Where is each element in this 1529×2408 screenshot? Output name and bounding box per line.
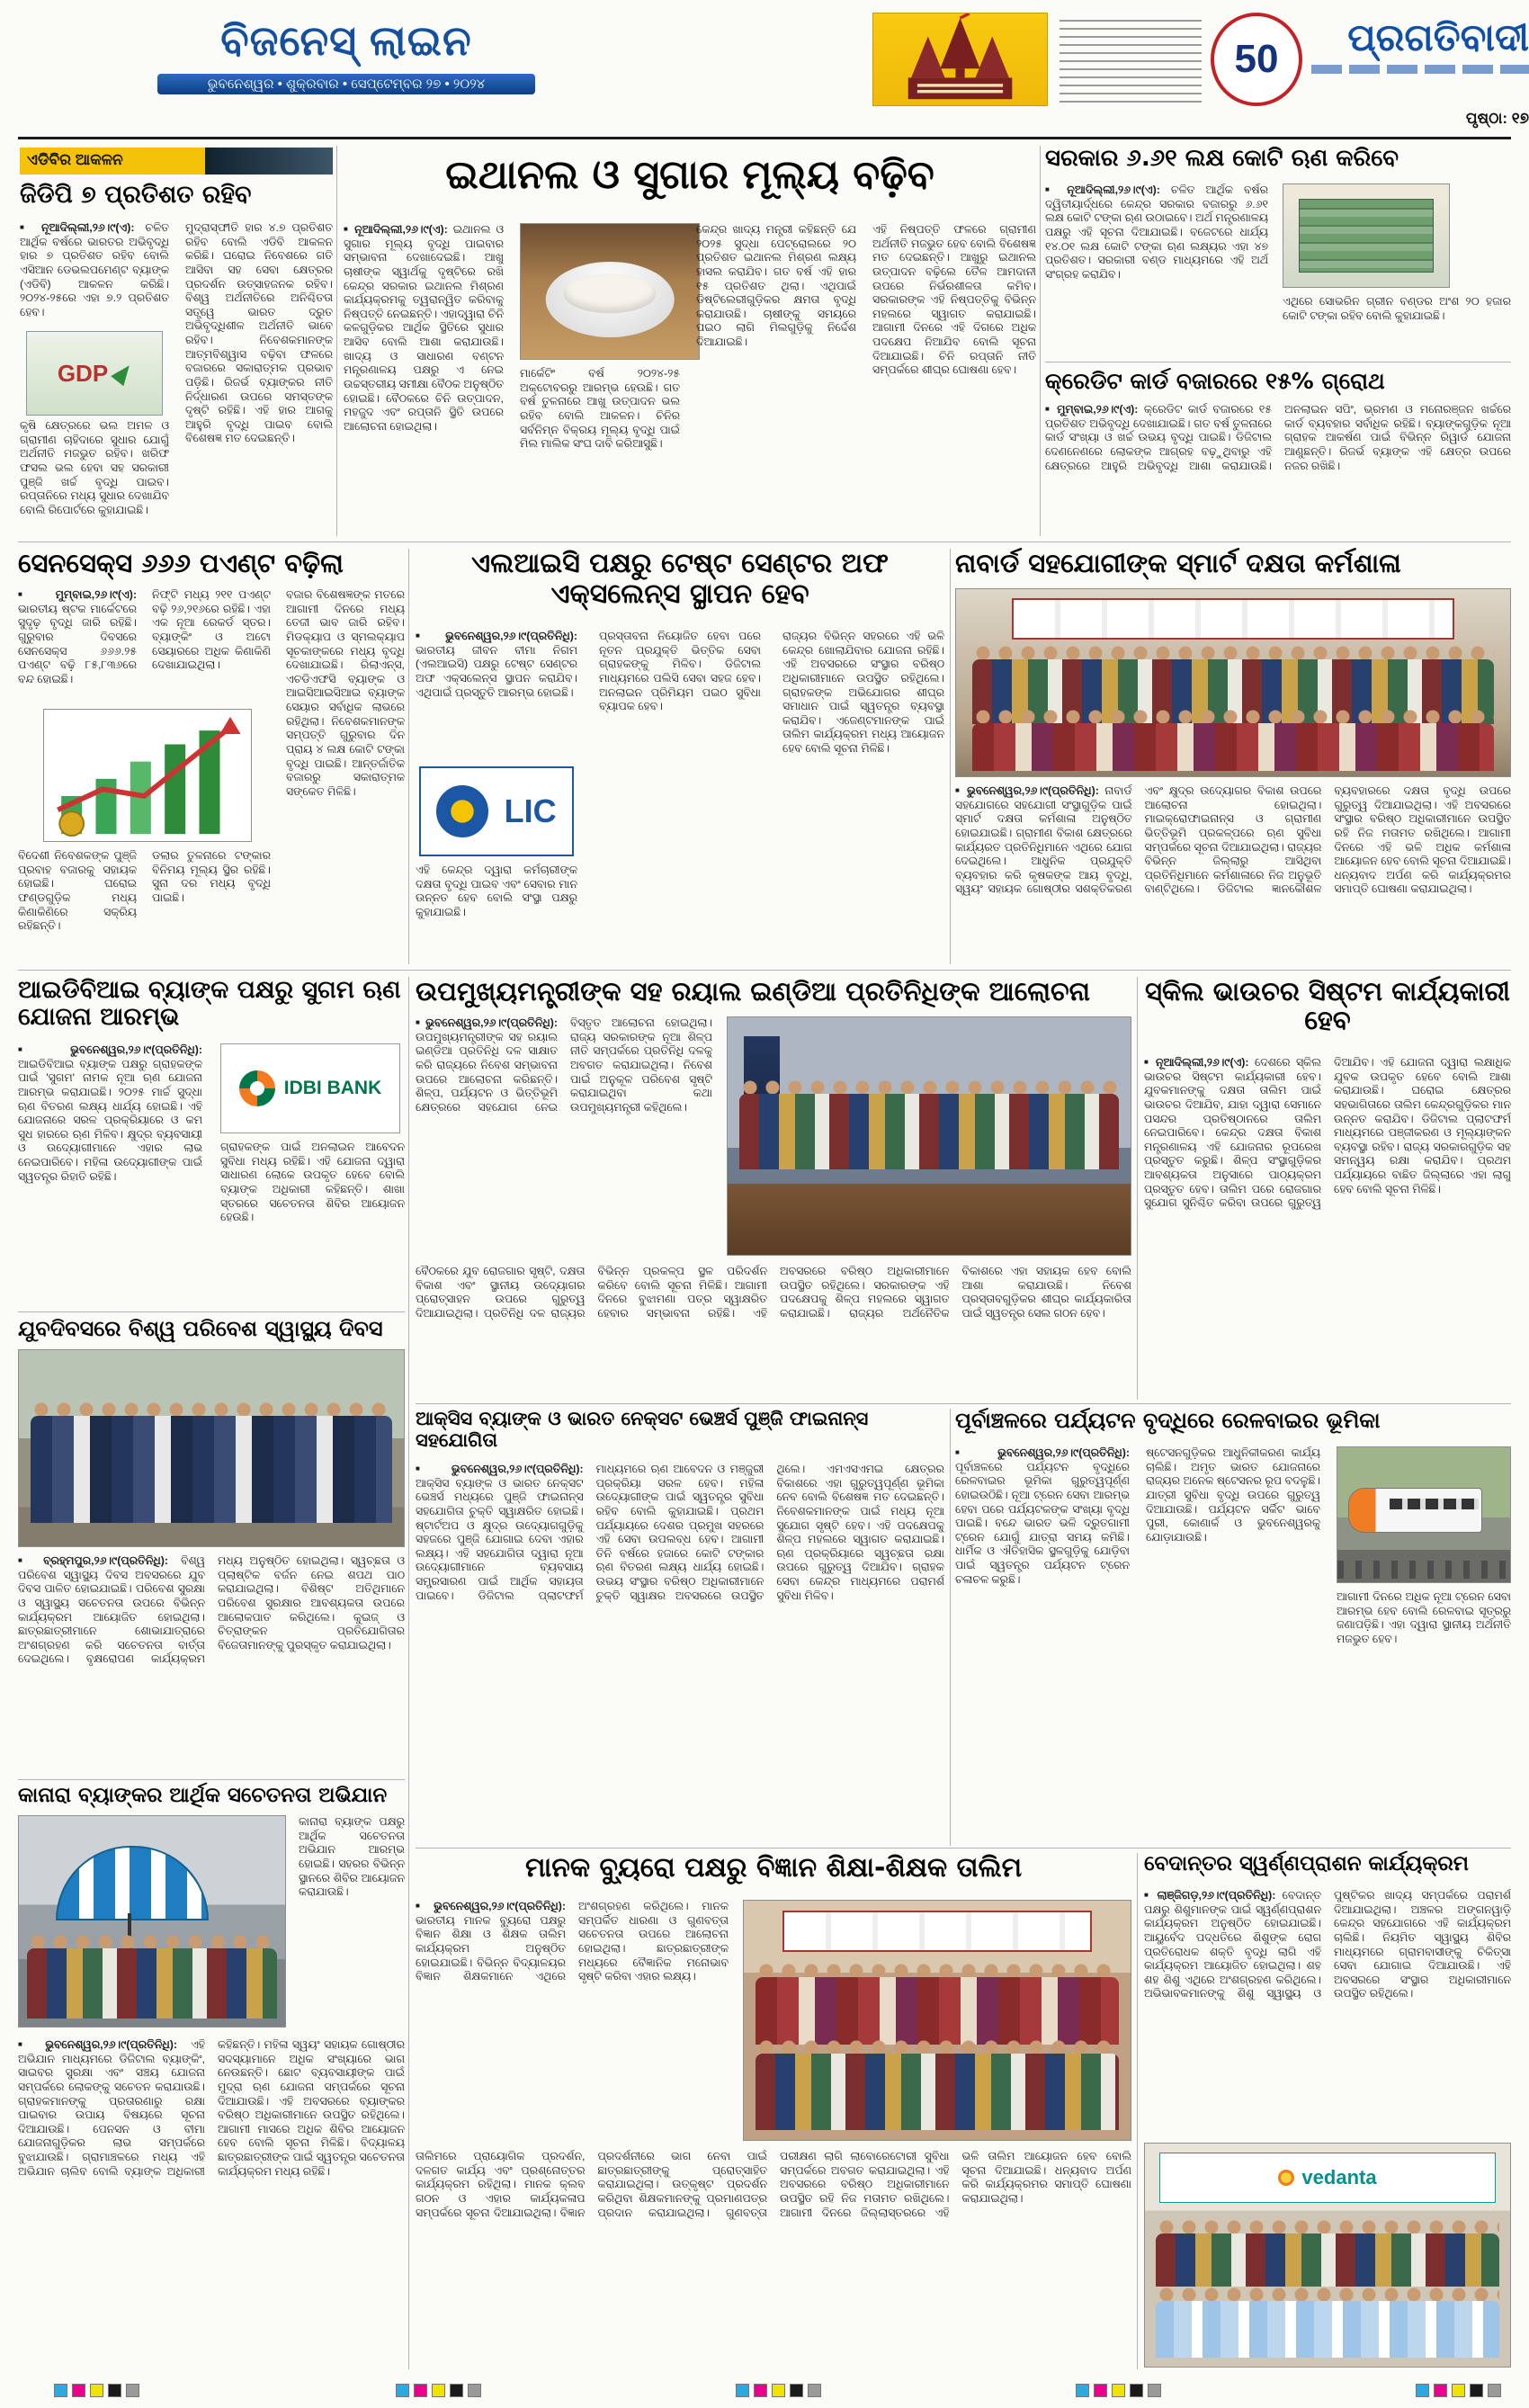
dateline: ■ ଭୁବନେଶ୍ୱର,୨୬।୯(ପ୍ରତିନିଧି): bbox=[18, 1043, 202, 1056]
article-borrowing bbox=[1045, 146, 1511, 358]
heads-row bbox=[972, 709, 1493, 723]
train-body-shape bbox=[1348, 1488, 1483, 1533]
body-text: ନିଫ୍ଟି ମଧ୍ୟ ୨୧୧ ପଏଣ୍ଟ ବଢ଼ି ୨୬,୨୧୬ରେ ରହିଛି। ଏହା ଏକ ନୂଆ ରେକର୍ଡ ସ୍ତର। ବ୍ୟାଙ୍କିଂ ଓ ଅଟୋ ସେୟାରରେ ଅଧିକ କିଣାକିଣି ଦେଖାଯାଇଥିଲା। bbox=[152, 588, 271, 672]
meeting-photo bbox=[727, 1016, 1131, 1256]
body-text: ■ ଲାଞ୍ଜିଗଡ଼,୨୬।୯(ପ୍ରତିନିଧି): ବେଦାନ୍ତ ପକ୍ଷରୁ ଶିଶୁମାନଙ୍କ ପାଇଁ ସ୍ୱର୍ଣ୍ଣପ୍ରାଶନ କାର୍ଯ୍ୟକ୍ରମ ଅନୁଷ୍ଠିତ ହୋଇଯାଇଛି। ଆୟୁର୍ବେଦ ପଦ୍ଧତିରେ ଶିଶୁଙ୍କ ରୋଗ ପ୍ରତିରୋଧକ ଶକ୍ତି ବୃଦ୍ଧି ଲାଗି ଏହି କାର୍ଯ୍ୟକ୍ରମ ଆୟୋଜିତ ହୋଇଥିଲା। ଶହ ଶହ ଶିଶୁ ଏଥିରେ ଅଂଶଗ୍ରହଣ କରିଥିଲେ। ଅଭିଭାବକମାନଙ୍କୁ ଶିଶୁ ସ୍ୱାସ୍ଥ୍ୟ ଓ ପୁଷ୍ଟିକର ଖାଦ୍ୟ ସମ୍ପର୍କରେ ପରାମର୍ଶ ଦିଆଯାଇଥିଲା। ଅଞ୍ଚଳର ଅଙ୍ଗନୱାଡ଼ି କେନ୍ଦ୍ର ସହଯୋଗରେ ଏହି କାର୍ଯ୍ୟକ୍ରମ ଚାଲିଛି। ନିୟମିତ ସ୍ୱାସ୍ଥ୍ୟ ଶିବିର ମାଧ୍ୟମରେ ଗ୍ରାମବାସୀଙ୍କୁ ଚିକିତ୍ସା ସେବା ଯୋଗାଇ ଦିଆଯାଉଛି। ଏହି ଅବସରରେ ସଂସ୍ଥାର ଅଧିକାରୀମାନେ ଉପସ୍ଥିତ ରହିଥିଲେ। bbox=[1144, 1889, 1511, 2134]
body-text: ମାର୍କେଟିଂ ବର୍ଷ ୨୦୨୪-୨୫ ଅକ୍ଟୋବରରୁ ଆରମ୍ଭ ହେଉଛି। ଗତ ବର୍ଷ ତୁଳନାରେ ଆଖୁ ଉତ୍ପାଦନ ଭଲ ରହିବ ବୋଲି ଆକଳନ। ଚିନିର ସର୍ବନିମ୍ନ ବିକ୍ରୟ ମୂଲ୍ୟ ବୃଦ୍ଧି ପାଇଁ ମିଲ ମାଲିକ ସଂଘ ଦାବି କରିଆସୁଛି। bbox=[520, 367, 680, 451]
article-deputy-cm bbox=[416, 977, 1131, 1400]
brand-title: ପ୍ରଗତିବାଦୀ bbox=[1347, 16, 1529, 58]
headline: ସରକାର ୬.୬୧ ଲକ୍ଷ କୋଟି ଋଣ କରିବେ bbox=[1045, 145, 1399, 172]
article-axis bbox=[416, 1409, 944, 1846]
gdp-label: GDP bbox=[57, 359, 109, 387]
heads-row bbox=[1156, 2287, 1499, 2301]
article-idbi bbox=[18, 977, 405, 1306]
heads-row bbox=[756, 2039, 1119, 2054]
headline: ବେଦାନ୍ତର ସ୍ୱର୍ଣ୍ଣପ୍ରାଶନ କାର୍ଯ୍ୟକ୍ରମ bbox=[1144, 1852, 1469, 1875]
body-text: କେନ୍ଦ୍ର ଖାଦ୍ୟ ମନ୍ତ୍ରୀ କହିଛନ୍ତି ଯେ ୨୦୨୫ ସୁଦ୍ଧା ପେଟ୍ରୋଲରେ ୨୦ ପ୍ରତିଶତ ଇଥାନଲ ମିଶ୍ରଣ ଲକ୍ଷ୍ୟ ହାସଲ କରାଯିବ। ଗତ ବର୍ଷ ଏହି ହାର ୧୫ ପ୍ରତିଶତ ଥିଲା। ଏଥିପାଇଁ ଡିଷ୍ଟିଲେରୀଗୁଡ଼ିକର କ୍ଷମତା ବୃଦ୍ଧି କରାଯାଉଛି। ଚାଷୀଙ୍କୁ ସମୟରେ ପଇଠ ଲାଗି ମିଲଗୁଡ଼ିକୁ ନିର୍ଦ୍ଦେଶ ଦିଆଯାଇଛି। bbox=[696, 223, 856, 348]
dateline: ■ ଭୁବନେଶ୍ୱର,୨୬।୯(ପ୍ରତିନିଧି): bbox=[416, 1463, 584, 1475]
bodies-row bbox=[1156, 2233, 1499, 2286]
body-text: ■ ନୂଆଦିଲ୍ଲୀ,୨୬।୯(ଏ): ଇଥାନଲ ଓ ସୁଗାର ମୂଲ୍ୟ ବୃଦ୍ଧି ପାଇବାର ସମ୍ଭାବନା ଦେଖାଦେଇଛି। ଆଖୁ ଚାଷୀଙ୍କ ସ୍ୱାର୍ଥକୁ ଦୃଷ୍ଟିରେ ରଖି କେନ୍ଦ୍ର ସରକାର ଇଥାନଲ ମିଶ୍ରଣ କାର୍ଯ୍ୟକ୍ରମକୁ ତ୍ୱରାନ୍ୱିତ କରିବାକୁ ନିଷ୍ପତ୍ତି ନେଇଛନ୍ତି। ଏହାଦ୍ୱାରା ଚିନି କଳଗୁଡ଼ିକର ଆର୍ଥିକ ସ୍ଥିତିରେ ସୁଧାର ଆସିବ ବୋଲି ଆଶା କରାଯାଉଛି। ଖାଦ୍ୟ ଓ ସାଧାରଣ ବଣ୍ଟନ ମନ୍ତ୍ରଣାଳୟ ପକ୍ଷରୁ ଏ ନେଇ ଉଚ୍ଚସ୍ତରୀୟ ସମୀକ୍ଷା ବୈଠକ ଅନୁଷ୍ଠିତ ହୋଇଛି। ବୈଠକରେ ଚିନି ଉତ୍ପାଦନ, ମହଜୁଦ ଏବଂ ରପ୍ତାନି ସ୍ଥିତି ଉପରେ ଆଲୋଚନା ହୋଇଥିଲା। bbox=[344, 223, 504, 536]
dateline: ■ ମୁମ୍ବାଇ,୨୬।୯(ଏ): bbox=[1045, 403, 1138, 416]
crowd-children-row bbox=[1156, 2287, 1499, 2358]
gdp-graphic bbox=[26, 331, 163, 416]
dateline: ■ ଭୁବନେଶ୍ୱର,୨୬।୯(ପ୍ରତିନିଧି): bbox=[955, 784, 1099, 797]
crowd-row bbox=[27, 1934, 277, 2019]
article-ethanol-sugar bbox=[344, 146, 1036, 538]
column-rule bbox=[408, 977, 409, 2369]
body-text: ବୈଠକରେ ଯୁବ ରୋଜଗାର ସୃଷ୍ଟି, ଦକ୍ଷତା ବିକାଶ ଏବଂ ସ୍ଥାନୀୟ ଉଦ୍ୟୋଗର ପ୍ରୋତ୍ସାହନ ଉପରେ ଗୁରୁତ୍ୱ ଦିଆଯାଇଥିଲା। ପ୍ରତିନିଧି ଦଳ ରାଜ୍ୟର ବିଭିନ୍ନ ପ୍ରକଳ୍ପ ସ୍ଥଳ ପରିଦର୍ଶନ କରିବେ ବୋଲି ସୂଚନା ମିଳିଛି। ଆଗାମୀ ଦିନରେ ବୁଝାମଣା ପତ୍ର ସ୍ୱାକ୍ଷରିତ ହେବାର ସମ୍ଭାବନା ରହିଛି। ଏହି ଅବସରରେ ବରିଷ୍ଠ ଅଧିକାରୀମାନେ ଉପସ୍ଥିତ ରହିଥିଲେ। ସରକାରଙ୍କ ଏହି ପଦକ୍ଷେପକୁ ଶିଳ୍ପ ମହଲରେ ସ୍ୱାଗତ କରାଯାଇଛି। ରାଜ୍ୟର ଅର୍ଥନୈତିକ ବିକାଶରେ ଏହା ସହାୟକ ହେବ ବୋଲି ଆଶା କରାଯାଉଛି। ନିବେଶ ପ୍ରସ୍ତାବଗୁଡ଼ିକର ଶୀଘ୍ର କାର୍ଯ୍ୟକାରିତା ପାଇଁ ସ୍ୱତନ୍ତ୍ର ସେଲ ଗଠନ ହେବ। bbox=[416, 1265, 1131, 1320]
body-text: ■ ନୂଆଦିଲ୍ଲୀ,୨୬।୯(ଏ): ଚଳିତ ଆର୍ଥିକ ବର୍ଷରେ ଭାରତର ଅଭିବୃଦ୍ଧି ହାର ୭ ପ୍ରତିଶତ ରହିବ ବୋଲି ଏସିଆନ ଡେଭଲପମେଣ୍ଟ ବ୍ୟାଙ୍କ (ଏଡିବି) ଆକଳନ କରିଛି। ୨୦୨୪-୨୫ରେ ଏହା ୭.୨ ପ୍ରତିଶତ ହେବ। bbox=[20, 221, 169, 327]
article-sensex bbox=[18, 549, 405, 962]
temple-ad bbox=[872, 13, 1048, 106]
body-text: ତାଲିମରେ ପ୍ରାୟୋଗିକ ପ୍ରଦର୍ଶନ, ଦଳଗତ କାର୍ଯ୍ୟ ଏବଂ ପ୍ରଶ୍ନୋତ୍ତର କାର୍ଯ୍ୟକ୍ରମ ରହିଥିଲା। ମାନକ କ୍ଲବ ଗଠନ ଓ ଏହାର କାର୍ଯ୍ୟକଳାପ ସମ୍ପର୍କରେ ସୂଚନା ଦିଆଯାଇଥିଲା। ବିଜ୍ଞାନ ପ୍ରଦର୍ଶନୀରେ ଭାଗ ନେବା ପାଇଁ ଛାତ୍ରଛାତ୍ରୀଙ୍କୁ ପ୍ରୋତ୍ସାହିତ କରାଯାଇଥିଲା। ଉତ୍କୃଷ୍ଟ ପ୍ରଦର୍ଶନ କରିଥିବା ଶିକ୍ଷକମାନଙ୍କୁ ପ୍ରମାଣପତ୍ର ପ୍ରଦାନ କରାଯାଇଥିଲା। ଗୁଣବତ୍ତା ପରୀକ୍ଷଣ ଲାଗି ଲାବୋରେଟୋରୀ ସୁବିଧା ସମ୍ପର୍କରେ ଅବଗତ କରାଯାଇଥିଲା। ଏହି ଅବସରରେ ବରିଷ୍ଠ ଅଧିକାରୀମାନେ ଉପସ୍ଥିତ ରହି ନିଜ ମତାମତ ରଖିଥିଲେ। ଆଗାମୀ ଦିନରେ ଜିଲ୍ଲାସ୍ତରରେ ଏହି ଭଳି ତାଲିମ ଆୟୋଜନ ହେବ ବୋଲି ସୂଚନା ଦିଆଯାଇଛି। ଧନ୍ୟବାଦ ଅର୍ପଣ କରି କାର୍ଯ୍ୟକ୍ରମର ସମାପ୍ତି ଘୋଷଣା କରାଯାଇଥିଲା। bbox=[416, 2150, 1131, 2219]
idbi-emblem-icon bbox=[239, 1070, 275, 1106]
headline: ମାନକ ବ୍ୟୁରୋ ପକ୍ଷରୁ ବିଜ୍ଞାନ ଶିକ୍ଷା-ଶିକ୍ଷକ ତାଲିମ bbox=[524, 1852, 1023, 1884]
bodies-row bbox=[756, 2054, 1119, 2130]
paper-title: ବିଜନେସ୍ ଲାଇନ bbox=[220, 17, 472, 64]
body-text: ■ ଭୁବନେଶ୍ୱର,୨୬।୯(ପ୍ରତିନିଧି): ନାବାର୍ଡ ସହଯୋଗରେ ସହଯୋଗୀ ସଂସ୍ଥାଗୁଡ଼ିକ ପାଇଁ ସ୍ମାର୍ଟ ଦକ୍ଷତା କର୍ମଶାଳା ଅନୁଷ୍ଠିତ ହୋଇଯାଇଛି। ଗ୍ରାମୀଣ ବିକାଶ କ୍ଷେତ୍ରରେ କାର୍ଯ୍ୟରତ ପ୍ରତିନିଧିମାନେ ଏଥିରେ ଯୋଗ ଦେଇଥିଲେ। ଆଧୁନିକ ପ୍ରଯୁକ୍ତି ବ୍ୟବହାର କରି କୃଷକଙ୍କ ଆୟ ବୃଦ୍ଧି, ସ୍ୱୟଂ ସହାୟକ ଗୋଷ୍ଠୀର ସଶକ୍ତିକରଣ ଏବଂ କ୍ଷୁଦ୍ର ଉଦ୍ୟୋଗର ବିକାଶ ଉପରେ ଆଲୋଚନା ହୋଇଥିଲା। ମାଇକ୍ରୋଫାଇନାନ୍ସ ଓ ଗ୍ରାମୀଣ ଭିତ୍ତିଭୂମି ପ୍ରକଳ୍ପରେ ଋଣ ସୁବିଧା ସମ୍ପର୍କରେ ସୂଚନା ଦିଆଯାଇଥିଲା। ରାଜ୍ୟର ବିଭିନ୍ନ ଜିଲ୍ଲାରୁ ଆସିଥିବା ପ୍ରତିନିଧିମାନେ କର୍ମଶାଳାରେ ନିଜ ଅନୁଭୂତି ବାଣ୍ଟିଥିଲେ। ଡିଜିଟାଲ ଜ୍ଞାନକୌଶଳ ବ୍ୟବହାରରେ ଦକ୍ଷତା ବୃଦ୍ଧି ଉପରେ ଗୁରୁତ୍ୱ ଦିଆଯାଇଥିଲା। ଏହି ଅବସରରେ ସଂସ୍ଥାର ବରିଷ୍ଠ ଅଧିକାରୀମାନେ ଉପସ୍ଥିତ ରହି ନିଜ ମତାମତ ରଖିଥିଲେ। ଆଗାମୀ ଦିନରେ ଏହି ଭଳି ଅଧିକ କର୍ମଶାଳା ଆୟୋଜନ ହେବ ବୋଲି ସୂଚନା ଦିଆଯାଇଛି। ଧନ୍ୟବାଦ ଅର୍ପଣ କରି କାର୍ଯ୍ୟକ୍ରମର ସମାପ୍ତି ଘୋଷଣା କରାଯାଇଥିଲା। bbox=[955, 784, 1511, 961]
body-text: ଗ୍ରାହକଙ୍କ ପାଇଁ ଅନଲାଇନ ଆବେଦନ ସୁବିଧା ମଧ୍ୟ ରହିଛି। ଏହି ଯୋଜନା ଦ୍ୱାରା ସାଧାରଣ ଲୋକେ ଉପକୃତ ହେବେ ବୋଲି ବ୍ୟାଙ୍କ ଅଧିକାରୀ କହିଛନ୍ତି। ଶାଖା ସ୍ତରରେ ସଚେତନତା ଶିବିର ଆୟୋଜନ ହେଉଛି। bbox=[220, 1141, 405, 1224]
body-text: କାନାରା ବ୍ୟାଙ୍କ ପକ୍ଷରୁ ଆର୍ଥିକ ସଚେତନତା ଅଭିଯାନ ଆରମ୍ଭ ହୋଇଛି। ସହରର ବିଭିନ୍ନ ସ୍ଥାନରେ ଶିବିର ଆୟୋଜନ କରାଯାଉଛି। bbox=[299, 1815, 405, 1899]
anniversary-years: 50 bbox=[1234, 37, 1279, 81]
crowd-front-row bbox=[756, 2039, 1119, 2130]
train-windows bbox=[1390, 1499, 1480, 1509]
headline: ଯୁବଦିବସରେ ବିଶ୍ୱ ପରିବେଶ ସ୍ୱାସ୍ଥ୍ୟ ଦିବସ bbox=[18, 1316, 383, 1341]
body-text: ଏଥିରେ ସୋଭରିନ ଗ୍ରୀନ ବଣ୍ଡର ଅଂଶ ୨୦ ହଜାର କୋଟି ଟଙ୍କା ରହିବ ବୋଲି କୁହାଯାଇଛି। bbox=[1283, 295, 1511, 322]
crowd-row bbox=[31, 1401, 392, 1523]
dateline: ■ ଲାଞ୍ଜିଗଡ଼,୨୬।୯(ପ୍ରତିନିଧି): bbox=[1144, 1889, 1275, 1902]
article-vedanta bbox=[1144, 1853, 1511, 2369]
vedanta-event-photo bbox=[1144, 2143, 1511, 2368]
sensex-chart-photo bbox=[43, 709, 252, 842]
training-group-photo bbox=[743, 1900, 1131, 2141]
lic-logo-text: LIC bbox=[504, 792, 557, 829]
body-text: ଏହି କେନ୍ଦ୍ର ଦ୍ୱାରା କର୍ମଚାରୀଙ୍କ ଦକ୍ଷତା ବୃଦ୍ଧି ପାଇବ ଏବଂ ସେବାର ମାନ ଉନ୍ନତ ହେବ ବୋଲି ସଂସ୍ଥା ପକ୍ଷରୁ କୁହାଯାଇଛି। bbox=[416, 864, 577, 918]
registration-marks bbox=[1076, 2384, 1161, 2397]
headline: ଆକ୍ସିସ ବ୍ୟାଙ୍କ ଓ ଭାରତ ନେକ୍ସଟ ଭେଞ୍ଚର୍ସ ପୁଞ୍ଜି ଫାଇନାନ୍ସ ସହଯୋଗିତା bbox=[416, 1408, 869, 1451]
article-youth-day bbox=[18, 1317, 405, 1774]
article-nabard bbox=[955, 549, 1511, 962]
conference-table bbox=[728, 1184, 1131, 1255]
column-rule bbox=[1040, 146, 1041, 536]
anniversary-badge bbox=[1211, 13, 1302, 106]
up-arrow-icon bbox=[111, 361, 136, 386]
dateline: ■ ନୂଆଦିଲ୍ଲୀ,୨୬।୯(ଏ): bbox=[344, 223, 448, 236]
bar-chart-icon bbox=[44, 710, 251, 841]
heads-row bbox=[972, 645, 1493, 659]
dateline: ■ ବ୍ରହ୍ମପୁର,୨୬।୯(ପ୍ରତିନିଧି): bbox=[18, 1554, 168, 1567]
canara-awareness-photo bbox=[18, 1815, 286, 2028]
vedanta-sun-icon bbox=[1278, 2170, 1294, 2186]
bodies-row bbox=[739, 1094, 1118, 1169]
body-text: ମୁଦ୍ରାସ୍ଫୀତି ହାର ୪.୭ ପ୍ରତିଶତ ରହିବ ବୋଲି ଏଡିବି ଆକଳନ କରିଛି। ଘରୋଇ ନିବେଶରେ ଗତି ଆସିବା ସହ ସେବା କ୍ଷେତ୍ରର ପ୍ରଦର୍ଶନ ଉତ୍ସାହଜନକ ରହିବ। ବିଶ୍ୱ ଅର୍ଥନୀତିରେ ଅନିଶ୍ଚିତତା ସତ୍ତ୍ୱେ ଭାରତ ଦ୍ରୁତ ଅଭିବୃଦ୍ଧିଶୀଳ ଅର୍ଥନୀତି ଭାବେ ରହିବ। ନିବେଶକମାନଙ୍କ ଆତ୍ମବିଶ୍ୱାସ ବଢ଼ିବା ଫଳରେ ବଜାରରେ ସକାରାତ୍ମକ ପ୍ରଭାବ ପଡ଼ିଛି। ରିଜର୍ଭ ବ୍ୟାଙ୍କର ନୀତି ନିର୍ଦ୍ଧାରଣ ଉପରେ ସମସ୍ତଙ୍କ ଦୃଷ୍ଟି ରହିଛି। ଏହି ହାର ଆଗକୁ ଆହୁରି ବୃଦ୍ଧି ପାଇବ ବୋଲି ବିଶେଷଜ୍ଞ ମତ ଦେଇଛନ୍ତି। bbox=[185, 221, 333, 445]
crowd-row bbox=[739, 1079, 1118, 1169]
headline: ଏଲଆଇସି ପକ୍ଷରୁ ଟେଷ୍ଟ ସେଣ୍ଟର ଅଫ ଏକ୍ସଲେନ୍ସ ସ୍ଥାପନ ହେବ bbox=[471, 548, 889, 610]
column-rule bbox=[1137, 1853, 1138, 2369]
sugar-shape bbox=[564, 273, 657, 313]
column-rule bbox=[1137, 977, 1138, 1400]
body-text: ■ ନୂଆଦିଲ୍ଲୀ,୨୬।୯(ଏ): ଚଳିତ ଆର୍ଥିକ ବର୍ଷର ଦ୍ୱିତୀୟାର୍ଦ୍ଧରେ କେନ୍ଦ୍ର ସରକାର ବଜାରରୁ ୬.୬୧ ଲକ୍ଷ କୋଟି ଟଙ୍କା ଋଣ ଉଠାଇବେ। ଅର୍ଥ ମନ୍ତ୍ରଣାଳୟ ପକ୍ଷରୁ ଏହି ସୂଚନା ଦିଆଯାଇଛି। ବଜେଟରେ ଧାର୍ଯ୍ୟ ୧୪.୦୧ ଲକ୍ଷ କୋଟି ଟଙ୍କା ଋଣ ଲକ୍ଷ୍ୟର ଏହା ୪୭ ପ୍ରତିଶତ। ସରକାରୀ ବଣ୍ଡ ମାଧ୍ୟମରେ ଏହି ଅର୍ଥ ସଂଗ୍ରହ କରାଯିବ। bbox=[1045, 184, 1268, 356]
dateline: ■ ଭୁବନେଶ୍ୱର,୨୬।୯(ପ୍ରତିନିଧି): bbox=[416, 630, 577, 642]
page-number: ପୃଷ୍ଠା: ୧୭ bbox=[1465, 110, 1529, 127]
dateline: ■ ନୂଆଦିଲ୍ଲୀ,୨୬।୯(ଏ): bbox=[1144, 1056, 1249, 1069]
body-text: ■ ମୁମ୍ବାଇ,୨୬।୯(ଏ): କ୍ରେଡିଟ କାର୍ଡ ବଜାରରେ ୧୫ ପ୍ରତିଶତ ଅଭିବୃଦ୍ଧି ଦେଖାଯାଇଛି। ଗତ ବର୍ଷ ତୁଳନାରେ କାର୍ଡ ସଂଖ୍ୟା ଓ ଖର୍ଚ୍ଚ ଉଭୟ ବୃଦ୍ଧି ପାଇଛି। ଡିଜିଟାଲ ଦେଣନେଣରେ ଲୋକଙ୍କ ଆଗ୍ରହ ବଢ଼ୁଥିବାରୁ ଏହି କ୍ଷେତ୍ରରେ ଆହୁରି ଅଭିବୃଦ୍ଧି ଆଶା କରାଯାଉଛି। ଅନଲାଇନ ସପିଂ, ଭ୍ରମଣ ଓ ମନୋରଞ୍ଜନ ଖର୍ଚ୍ଚରେ କାର୍ଡ ବ୍ୟବହାର ସର୍ବାଧିକ ରହିଛି। ବ୍ୟାଙ୍କଗୁଡ଼ିକ ନୂଆ ଗ୍ରାହକ ଆକର୍ଷଣ ପାଇଁ ବିଭିନ୍ନ ରିୱାର୍ଡ ଯୋଜନା ଆଣୁଛନ୍ତି। ରିଜର୍ଭ ବ୍ୟାଙ୍କ ଏହି କ୍ଷେତ୍ର ଉପରେ ନଜର ରଖିଛି। bbox=[1045, 403, 1511, 534]
body-text: ■ ମୁମ୍ବାଇ,୨୬।୯(ଏ): ଭାରତୀୟ ଷ୍ଟକ ମାର୍କେଟରେ ସୁଦୃଢ଼ ବୃଦ୍ଧି ଜାରି ରହିଛି। ଗୁରୁବାର ଦିବସରେ ସେନସେକ୍ସ ୬୬୬.୨୫ ପଏଣ୍ଟ ବଢ଼ି ୮୫,୮୩୬ରେ ବନ୍ଦ ହୋଇଛି। bbox=[18, 588, 137, 702]
body-text: ■ ଭୁବନେଶ୍ୱର,୨୬।୯(ପ୍ରତିନିଧି): ଭାରତୀୟ ଜୀବନ ବୀମା ନିଗମ (ଏଲଆଇସି) ପକ୍ଷରୁ ଟେଷ୍ଟ ସେଣ୍ଟର ଅଫ ଏକ୍ସଲେନ୍ସ ସ୍ଥାପନ କରାଯିବ। ଏଥିପାଇଁ ପ୍ରସ୍ତୁତି ଆରମ୍ଭ ହୋଇଛି। bbox=[416, 630, 577, 759]
money-photo bbox=[1283, 184, 1450, 288]
article-credit-card bbox=[1045, 369, 1511, 536]
body-text: ଏହି ନିଷ୍ପତ୍ତି ଫଳରେ ଗ୍ରାମୀଣ ଅର୍ଥନୀତି ମଜଭୁତ ହେବ ବୋଲି ବିଶେଷଜ୍ଞ ମତ ଦେଇଛନ୍ତି। ଆଖୁରୁ ଇଥାନଲ ଉତ୍ପାଦନ ବଢ଼ିଲେ ତୈଳ ଆମଦାନୀ ଉପରେ ନିର୍ଭରଶୀଳତା କମିବ। ସରକାରଙ୍କ ଏହି ନିଷ୍ପତ୍ତିକୁ ବିଭିନ୍ନ ମହଲରେ ସ୍ୱାଗତ କରାଯାଇଛି। ଆଗାମୀ ଦିନରେ ଏହି ଦିଗରେ ଅଧିକ ପଦକ୍ଷେପ ନିଆଯିବ ବୋଲି ସୂଚନା ଦିଆଯାଇଛି। ଚିନି ରପ୍ତାନି ନୀତି ସମ୍ପର୍କରେ ଶୀଘ୍ର ଘୋଷଣା ହେବ। bbox=[872, 223, 1036, 377]
body-text: ■ ଭୁବନେଶ୍ୱର,୨୬।୯(ପ୍ରତିନିଧି): ଏହି ଅଭିଯାନ ମାଧ୍ୟମରେ ଡିଜିଟାଲ ବ୍ୟାଙ୍କିଂ, ସାଇବର ସୁରକ୍ଷା ଏବଂ ସଞ୍ଚୟ ଯୋଜନା ସମ୍ପର୍କରେ ଲୋକଙ୍କୁ ସଚେତନ କରାଯାଉଛି। ଗ୍ରାହକମାନଙ୍କୁ ପ୍ରତାରଣାରୁ ରକ୍ଷା ପାଇବାର ଉପାୟ ବିଷୟରେ ସୂଚନା ଦିଆଯାଉଛି। ପେନସନ ଓ ବୀମା ଯୋଜନାଗୁଡ଼ିକର ଲାଭ ସମ୍ପର୍କରେ ବୁଝାଯାଉଛି। ଗ୍ରାମାଞ୍ଚଳରେ ମଧ୍ୟ ଏହି ଅଭିଯାନ ଚାଲିବ ବୋଲି ବ୍ୟାଙ୍କ ଅଧିକାରୀ କହିଛନ୍ତି। ମହିଳା ସ୍ୱୟଂ ସହାୟକ ଗୋଷ୍ଠୀର ସଦସ୍ୟାମାନେ ଅଧିକ ସଂଖ୍ୟାରେ ଭାଗ ନେଉଛନ୍ତି। ଛୋଟ ବ୍ୟବସାୟୀଙ୍କ ପାଇଁ ମୁଦ୍ରା ଋଣ ଯୋଜନା ସମ୍ପର୍କରେ ସୂଚନା ଦିଆଯାଉଛି। ଏହି ଅବସରରେ ବ୍ୟାଙ୍କର ବରିଷ୍ଠ ଅଧିକାରୀମାନେ ଉପସ୍ଥିତ ରହିଥିଲେ। ଆଗାମୀ ମାସରେ ଅଧିକ ଶିବିର ଆୟୋଜନ ହେବ ବୋଲି ସୂଚନା ମିଳିଛି। ବିଦ୍ୟାଳୟ ଛାତ୍ରଛାତ୍ରୀଙ୍କ ପାଇଁ ସ୍ୱତନ୍ତ୍ର ସଚେତନତା କାର୍ଯ୍ୟକ୍ରମ ମଧ୍ୟ ରହିଛି। bbox=[18, 2038, 405, 2364]
headline: ନାବାର୍ଡ ସହଯୋଗୀଙ୍କ ସ୍ମାର୍ଟ ଦକ୍ଷତା କର୍ମଶାଳା bbox=[955, 548, 1401, 578]
heads-row bbox=[756, 1963, 1119, 1977]
registration-marks bbox=[736, 2384, 821, 2397]
dateline: ■ ଭୁବନେଶ୍ୱର,୨୬।୯(ପ୍ରତିନିଧି): bbox=[955, 1446, 1130, 1459]
banner-shape bbox=[782, 1911, 1092, 1953]
lic-logo bbox=[419, 766, 574, 856]
train-photo bbox=[1337, 1446, 1511, 1583]
body-text: ■ ବ୍ରହ୍ମପୁର,୨୬।୯(ପ୍ରତିନିଧି): ବିଶ୍ୱ ପରିବେଶ ସ୍ୱାସ୍ଥ୍ୟ ଦିବସ ଅବସରରେ ଯୁବ ଦିବସ ପାଳିତ ହୋଇଯାଇଛି। ପରିବେଶ ସୁରକ୍ଷା ଓ ସ୍ୱାସ୍ଥ୍ୟ ସଚେତନତା ଉପରେ ବିଭିନ୍ନ କାର୍ଯ୍ୟକ୍ରମ ଆୟୋଜିତ ହୋଇଥିଲା। ଛାତ୍ରଛାତ୍ରୀମାନେ ଶୋଭାଯାତ୍ରାରେ ଅଂଶଗ୍ରହଣ କରି ସଚେତନତା ବାର୍ତ୍ତା ଦେଇଥିଲେ। ବୃକ୍ଷରୋପଣ କାର୍ଯ୍ୟକ୍ରମ ମଧ୍ୟ ଅନୁଷ୍ଠିତ ହୋଇଥିଲା। ସ୍ୱଚ୍ଛତା ଓ ପ୍ଲାଷ୍ଟିକ ବର୍ଜନ ନେଇ ଶପଥ ପାଠ କରାଯାଇଥିଲା। ବିଶିଷ୍ଟ ଅତିଥିମାନେ ପରିବେଶ ସୁରକ୍ଷାର ଆବଶ୍ୟକତା ଉପରେ ଆଲୋକପାତ କରିଥିଲେ। କୁଇଜ୍ ଓ ଚିତ୍ରାଙ୍କନ ପ୍ରତିଯୋଗିତାର ବିଜେତାମାନଙ୍କୁ ପୁରସ୍କୃତ କରାଯାଇଥିଲା। bbox=[18, 1554, 405, 1770]
kicker-decor bbox=[205, 148, 333, 175]
body-text: ବିଦେଶୀ ନିବେଶକଙ୍କ ପୁଞ୍ଜି ପ୍ରବାହ ବଜାରକୁ ସହାୟକ ହୋଇଛି। ଘରୋଇ ଫଣ୍ଡଗୁଡ଼ିକ ମଧ୍ୟ କିଣାକିଣିରେ ସକ୍ରିୟ ରହିଛନ୍ତି। bbox=[18, 849, 137, 933]
body-text: ■ ନୂଆଦିଲ୍ଲୀ,୨୬।୯(ଏ): ଦେଶରେ ସ୍କିଲ ଭାଉଚର ସିଷ୍ଟମ କାର୍ଯ୍ୟକାରୀ ହେବ। ଯୁବକମାନଙ୍କୁ ଦକ୍ଷତା ତାଲିମ ପାଇଁ ଭାଉଚର ଦିଆଯିବ, ଯାହା ଦ୍ୱାରା ସେମାନେ ପସନ୍ଦର ପ୍ରତିଷ୍ଠାନରେ ତାଲିମ ନେଇପାରିବେ। କେନ୍ଦ୍ର ଦକ୍ଷତା ବିକାଶ ମନ୍ତ୍ରଣାଳୟ ଏହି ଯୋଜନାର ରୂପରେଖ ପ୍ରସ୍ତୁତ କରୁଛି। ଶିଳ୍ପ ସଂସ୍ଥାଗୁଡ଼ିକର ଆବଶ୍ୟକତା ଅନୁସାରେ ପାଠ୍ୟକ୍ରମ ପ୍ରସ୍ତୁତ ହେବ। ତାଲିମ ପରେ ରୋଜଗାର ସୁଯୋଗ ସୁନିଶ୍ଚିତ କରିବା ଉପରେ ଗୁରୁତ୍ୱ ଦିଆଯିବ। ଏହି ଯୋଜନା ଦ୍ୱାରା ଲକ୍ଷାଧିକ ଯୁବକ ଉପକୃତ ହେବେ ବୋଲି ଆଶା କରାଯାଉଛି। ଘରୋଇ କ୍ଷେତ୍ରର ସହଭାଗିତାରେ ତାଲିମ କେନ୍ଦ୍ରଗୁଡ଼ିକର ମାନ ଉନ୍ନତ କରାଯିବ। ଡିଜିଟାଲ ପ୍ଲାଟଫର୍ମ ମାଧ୍ୟମରେ ପଞ୍ଜୀକରଣ ଓ ମୂଲ୍ୟାଙ୍କନ ବ୍ୟବସ୍ଥା ରହିବ। ରାଜ୍ୟ ସରକାରଗୁଡ଼ିକ ସହ ସମନ୍ୱୟ ରକ୍ଷା କରାଯିବ। ପ୍ରଥମ ପର୍ଯ୍ୟାୟରେ ବାଛିତ ଜିଲ୍ଲାରେ ଏହା ଲାଗୁ ହେବ ବୋଲି ସୂଚନା ମିଳିଛି। bbox=[1144, 1056, 1511, 1396]
text-column bbox=[20, 221, 169, 536]
headline: ପୂର୍ବାଞ୍ଚଳରେ ପର୍ଯ୍ୟଟନ ବୃଦ୍ଧିରେ ରେଳବାଇର ଭୂମିକା bbox=[955, 1408, 1381, 1433]
body-text: ■ ଭୁବନେଶ୍ୱର,୨୬।୯(ପ୍ରତିନିଧି): ଭାରତୀୟ ମାନକ ବ୍ୟୁରୋ ପକ୍ଷରୁ ବିଜ୍ଞାନ ଶିକ୍ଷା ଓ ଶିକ୍ଷକ ତାଲିମ କାର୍ଯ୍ୟକ୍ରମ ଅନୁଷ୍ଠିତ ହୋଇଯାଇଛି। ବିଭିନ୍ନ ବିଦ୍ୟାଳୟର ବିଜ୍ଞାନ ଶିକ୍ଷକମାନେ ଏଥିରେ ଅଂଶଗ୍ରହଣ କରିଥିଲେ। ମାନକ ସମ୍ପର୍କିତ ଧାରଣା ଓ ଗୁଣବତ୍ତା ସଚେତନତା ଉପରେ ଆଲୋଚନା ହୋଇଥିଲା। ଛାତ୍ରଛାତ୍ରୀଙ୍କ ମଧ୍ୟରେ ବୈଜ୍ଞାନିକ ମନୋଭାବ ସୃଷ୍ଟି କରିବା ଏହାର ଲକ୍ଷ୍ୟ। bbox=[416, 1900, 729, 2141]
dateline: ■ ନୂଆଦିଲ୍ଲୀ,୨୬।୯(ଏ): bbox=[1045, 184, 1160, 196]
banner-shape bbox=[1012, 598, 1455, 640]
idbi-logo bbox=[220, 1043, 400, 1133]
temple-icon bbox=[873, 13, 1047, 105]
band-rule bbox=[416, 1848, 1511, 1849]
body-text: ପ୍ରସ୍ତାବନା ନିୟୋଜିତ ହେବା ପରେ ନୂତନ ପ୍ରଯୁକ୍ତି ଭିତ୍ତିକ ସେବା ଗ୍ରାହକଙ୍କୁ ମିଳିବ। ଡିଜିଟାଲ ମାଧ୍ୟମରେ ପଲିସି ସେବା ସହଜ ହେବ। ଅନଲାଇନ ପ୍ରିମିୟମ ପଇଠ ସୁବିଧା ବ୍ୟାପକ ହେବ। bbox=[599, 630, 761, 713]
edition-dateline: ଭୁବନେଶ୍ୱର • ଶୁକ୍ରବାର • ସେପ୍ଟେମ୍ବର ୨୭ • ୨୦୨୪ bbox=[157, 74, 535, 94]
dateline: ■ ମୁମ୍ବାଇ,୨୬।୯(ଏ): bbox=[18, 588, 137, 601]
sugar-bowl-photo bbox=[520, 223, 700, 360]
dateline: ■ ଭୁବନେଶ୍ୱର,୨୬।୯(ପ୍ରତିନିଧି): bbox=[416, 1016, 558, 1029]
divider bbox=[18, 1311, 405, 1312]
bodies-row bbox=[972, 723, 1493, 771]
divider bbox=[18, 1779, 405, 1780]
headline: ଉପମୁଖ୍ୟମନ୍ତ୍ରୀଙ୍କ ସହ ରୟାଲ ଇଣ୍ଡିଆ ପ୍ରତିନିଧିଙ୍କ ଆଲୋଚନା bbox=[416, 976, 1090, 1007]
bowl-shape bbox=[546, 262, 675, 337]
body-text: ଡଲାର ତୁଳନାରେ ଟଙ୍କାର ବିନିମୟ ମୂଲ୍ୟ ସ୍ଥିର ରହିଛି। ସୁନା ଦର ମଧ୍ୟ ବୃଦ୍ଧି ପାଇଛି। bbox=[152, 849, 271, 904]
article-skill-voucher bbox=[1144, 977, 1511, 1400]
column-rule bbox=[336, 146, 337, 536]
heads-row bbox=[27, 1934, 277, 1948]
headline: ସ୍କିଲ ଭାଉଚର ସିଷ୍ଟମ କାର୍ଯ୍ୟକାରୀ ହେବ bbox=[1145, 976, 1510, 1036]
dateline: ■ ଭୁବନେଶ୍ୱର,୨୬।୯(ପ୍ରତିନିଧି): bbox=[18, 2038, 177, 2051]
crowd-front-row bbox=[972, 709, 1493, 771]
youth-day-photo bbox=[18, 1349, 405, 1547]
body-text: ■ ଭୁବନେଶ୍ୱର,୨୬।୯(ପ୍ରତିନିଧି): ଆଇଡିବିଆଇ ବ୍ୟାଙ୍କ ପକ୍ଷରୁ ଗ୍ରାହକଙ୍କ ପାଇଁ 'ସୁଗମ' ନାମକ ନୂଆ ଋଣ ଯୋଜନା ଆରମ୍ଭ କରାଯାଇଛି। ୨୦୨୫ ମାର୍ଚ୍ଚ ସୁଦ୍ଧା ଋଣ ବିତରଣ ଲକ୍ଷ୍ୟ ଧାର୍ଯ୍ୟ ହୋଇଛି। ଏହି ଯୋଜନାରେ ସରଳ ପ୍ରକ୍ରିୟାରେ ଓ କମ ସୁଧ ହାରରେ ଋଣ ମିଳିବ। କ୍ଷୁଦ୍ର ବ୍ୟବସାୟୀ ଓ ଉଦ୍ୟୋଗୀମାନେ ଏହାର ଲାଭ ନେଇପାରିବେ। ମହିଳା ଉଦ୍ୟୋଗୀଙ୍କ ପାଇଁ ସ୍ୱତନ୍ତ୍ର ରିହାତି ରହିଛି। bbox=[18, 1043, 202, 1302]
headline: କ୍ରେଡିଟ କାର୍ଡ ବଜାରରେ ୧୫% ଗ୍ରୋଥ bbox=[1045, 368, 1385, 394]
brand-tagline-lines bbox=[1311, 65, 1529, 74]
vedanta-logo-text: vedanta bbox=[1301, 2166, 1377, 2189]
headline: ଇଥାନଲ ଓ ସୁଗାର ମୂଲ୍ୟ ବଢ଼ିବ bbox=[445, 152, 934, 198]
vedanta-banner bbox=[1159, 2153, 1496, 2204]
article-bis-training bbox=[416, 1853, 1131, 2369]
bodies-row bbox=[31, 1416, 392, 1523]
article-lic bbox=[416, 549, 944, 962]
column-rule bbox=[408, 549, 409, 964]
article-canara bbox=[18, 1785, 405, 2369]
kicker-label: ଏଡିବିର ଆକଳନ bbox=[20, 148, 205, 175]
registration-marks bbox=[54, 2384, 139, 2397]
headline: କାନାରା ବ୍ୟାଙ୍କର ଆର୍ଥିକ ସଚେତନତା ଅଭିଯାନ bbox=[18, 1784, 388, 1807]
heads-row bbox=[739, 1079, 1118, 1094]
column-rule bbox=[950, 549, 951, 964]
heads-row bbox=[1156, 2219, 1499, 2233]
bodies-row bbox=[756, 1977, 1119, 2044]
heads-row bbox=[31, 1401, 392, 1416]
headline: ଜିଡିପି ୭ ପ୍ରତିଶତ ରହିବ bbox=[20, 181, 252, 209]
idbi-logo-text: IDBI BANK bbox=[283, 1078, 382, 1098]
body-text: ରାଜ୍ୟର ବିଭିନ୍ନ ସହରରେ ଏହି ଭଳି କେନ୍ଦ୍ର ଖୋଲାଯିବାର ଯୋଜନା ରହିଛି। ଏହି ଅବସରରେ ସଂସ୍ଥାର ବରିଷ୍ଠ ଅଧିକାରୀମାନେ ଉପସ୍ଥିତ ରହିଥିଲେ। ଗ୍ରାହକଙ୍କ ଅଭିଯୋଗର ଶୀଘ୍ର ସମାଧାନ ପାଇଁ ସ୍ୱତନ୍ତ୍ର ବ୍ୟବସ୍ଥା କରାଯିବ। ଏଜେଣ୍ଟମାନଙ୍କ ପାଇଁ ତାଲିମ କାର୍ଯ୍ୟକ୍ରମ ମଧ୍ୟ ଆୟୋଜନ ହେବ ବୋଲି ସୂଚନା ମିଳିଛି। bbox=[782, 630, 944, 755]
kicker bbox=[20, 148, 333, 175]
article-railway bbox=[955, 1409, 1511, 1846]
crowd-back-row bbox=[756, 1963, 1119, 2044]
masthead-rule bbox=[18, 137, 1511, 139]
nabard-workshop-photo bbox=[955, 588, 1511, 777]
crowd-adults-row bbox=[1156, 2219, 1499, 2286]
body-text: ■ ଭୁବନେଶ୍ୱର,୨୬।୯(ପ୍ରତିନିଧି): ଆକ୍ସିସ ବ୍ୟାଙ୍କ ଓ ଭାରତ ନେକ୍ସଟ ଭେଞ୍ଚର୍ସ ମଧ୍ୟରେ ପୁଞ୍ଜି ଫାଇନାନ୍ସ ସହଯୋଗିତା ଚୁକ୍ତି ସ୍ୱାକ୍ଷରିତ ହୋଇଛି। ଷ୍ଟାର୍ଟଅପ ଓ କ୍ଷୁଦ୍ର ଉଦ୍ୟୋଗଗୁଡ଼ିକୁ ସହଜରେ ପୁଞ୍ଜି ଯୋଗାଇ ଦେବା ଏହାର ଲକ୍ଷ୍ୟ। ଏହି ସହଯୋଗିତା ଦ୍ୱାରା ନୂଆ ଉଦ୍ୟୋଗୀମାନେ ବ୍ୟବସାୟ ସମ୍ପ୍ରସାରଣ ପାଇଁ ଆର୍ଥିକ ସହାୟତା ପାଇବେ। ଡିଜିଟାଲ ପ୍ଲାଟଫର୍ମ ମାଧ୍ୟମରେ ଋଣ ଆବେଦନ ଓ ମଞ୍ଜୁରୀ ପ୍ରକ୍ରିୟା ସରଳ ହେବ। ମହିଳା ଉଦ୍ୟୋଗୀଙ୍କ ପାଇଁ ସ୍ୱତନ୍ତ୍ର ସୁବିଧା ରହିବ ବୋଲି କୁହାଯାଇଛି। ପ୍ରଥମ ପର୍ଯ୍ୟାୟରେ ଦେଶର ପ୍ରମୁଖ ସହରରେ ଏହି ସେବା ଉପଲବ୍ଧ ହେବ। ଆଗାମୀ ତିନି ବର୍ଷରେ ହଜାରେ କୋଟି ଟଙ୍କାର ଋଣ ବିତରଣ ଲକ୍ଷ୍ୟ ଧାର୍ଯ୍ୟ ହୋଇଛି। ଉଭୟ ସଂସ୍ଥାର ବରିଷ୍ଠ ଅଧିକାରୀମାନେ ଚୁକ୍ତି ସ୍ୱାକ୍ଷର ଅବସରରେ ଉପସ୍ଥିତ ଥିଲେ। ଏମଏସଏମଇ କ୍ଷେତ୍ରର ବିକାଶରେ ଏହା ଗୁରୁତ୍ୱପୂର୍ଣ୍ଣ ଭୂମିକା ନେବ ବୋଲି ବିଶେଷଜ୍ଞ ମତ ଦେଇଛନ୍ତି। ନିବେଶକମାନଙ୍କ ପାଇଁ ମଧ୍ୟ ନୂଆ ସୁଯୋଗ ସୃଷ୍ଟି ହେବ। ଏହି ପଦକ୍ଷେପକୁ ଶିଳ୍ପ ମହଲରେ ସ୍ୱାଗତ କରାଯାଇଛି। ଋଣ ପ୍ରକ୍ରିୟାରେ ସ୍ୱଚ୍ଛତା ରକ୍ଷା ଉପରେ ଗୁରୁତ୍ୱ ଦିଆଯିବ। ଗ୍ରାହକ ସେବା କେନ୍ଦ୍ର ମାଧ୍ୟମରେ ପରାମର୍ଶ ସୁବିଧା ମିଳିବ। bbox=[416, 1463, 944, 1840]
banknotes-shape bbox=[1299, 199, 1435, 273]
registration-marks bbox=[396, 2384, 481, 2397]
body-text: କୃଷି କ୍ଷେତ୍ରରେ ଭଲ ଅମଳ ଓ ଗ୍ରାମୀଣ ଚାହିଦାରେ ସୁଧାର ଯୋଗୁଁ ଅର୍ଥନୀତି ମଜଭୁତ ରହିବ। ଖରିଫ ଫସଲ ଭଲ ହେବା ସହ ସରକାରୀ ପୁଞ୍ଜି ଖର୍ଚ୍ଚ ବୃଦ୍ଧି ପାଇବ। ରପ୍ତାନିରେ ମଧ୍ୟ ସୁଧାର ଦେଖାଯିବ ବୋଲି ରିପୋର୍ଟରେ କୁହାଯାଇଛି। bbox=[20, 419, 169, 516]
band-rule bbox=[18, 970, 1511, 971]
railway-tracks bbox=[1337, 1561, 1510, 1579]
body-text: ■ ଭୁବନେଶ୍ୱର,୨୬।୯(ପ୍ରତିନିଧି): ଉପମୁଖ୍ୟମନ୍ତ୍ରୀଙ୍କ ସହ ରୟାଲ ଇଣ୍ଡିଆ ପ୍ରତିନିଧି ଦଳ ସାକ୍ଷାତ କରି ରାଜ୍ୟରେ ନିବେଶ ସମ୍ଭାବନା ଉପରେ ଆଲୋଚନା କରିଛନ୍ତି। ଶିଳ୍ପ, ପର୍ଯ୍ୟଟନ ଓ ଭିତ୍ତିଭୂମି କ୍ଷେତ୍ରରେ ସହଯୋଗ ନେଇ ବିସ୍ତୃତ ଆଲୋଚନା ହୋଇଥିଲା। ରାଜ୍ୟ ସରକାରଙ୍କ ନୂଆ ଶିଳ୍ପ ନୀତି ସମ୍ପର୍କରେ ପ୍ରତିନିଧି ଦଳକୁ ଅବଗତ କରାଯାଇଥିଲା। ନିବେଶ ପାଇଁ ଅନୁକୂଳ ପରିବେଶ ସୃଷ୍ଟି କରାଯାଇଥିବା କଥା ଉପମୁଖ୍ୟମନ୍ତ୍ରୀ କହିଥିଲେ। bbox=[416, 1016, 712, 1256]
body-text: ■ ଭୁବନେଶ୍ୱର,୨୬।୯(ପ୍ରତିନିଧି): ପୂର୍ବାଞ୍ଚଳରେ ପର୍ଯ୍ୟଟନ ବୃଦ୍ଧିରେ ରେଳବାଇର ଭୂମିକା ଗୁରୁତ୍ୱପୂର୍ଣ୍ଣ ହୋଇଉଠିଛି। ନୂଆ ଟ୍ରେନ ସେବା ଆରମ୍ଭ ହେବା ପରେ ପର୍ଯ୍ୟଟକଙ୍କ ସଂଖ୍ୟା ବୃଦ୍ଧି ପାଇଛି। ବନ୍ଦେ ଭାରତ ଭଳି ଦ୍ରୁତଗାମୀ ଟ୍ରେନ ଯୋଗୁଁ ଯାତ୍ରା ସମୟ କମିଛି। ଧାର୍ମିକ ଓ ଐତିହାସିକ ସ୍ଥଳଗୁଡ଼ିକୁ ଯୋଡ଼ିବା ପାଇଁ ସ୍ୱତନ୍ତ୍ର ପର୍ଯ୍ୟଟନ ଟ୍ରେନ ଚଳାଚଳ କରୁଛି। bbox=[955, 1446, 1130, 1842]
dateline: ■ ନୂଆଦିଲ୍ଲୀ,୨୬।୯(ଏ): bbox=[20, 221, 135, 234]
masthead-info-lines bbox=[1060, 20, 1202, 103]
umbrella-icon bbox=[56, 1846, 209, 1921]
headline: ସେନସେକ୍ସ ୬୬୬ ପଏଣ୍ଟ ବଢ଼ିଲା bbox=[18, 548, 344, 578]
dateline: ■ ଭୁବନେଶ୍ୱର,୨୬।୯(ପ୍ରତିନିଧି): bbox=[416, 1900, 566, 1912]
body-text: ଷ୍ଟେସନଗୁଡ଼ିକର ଆଧୁନିକୀକରଣ କାର୍ଯ୍ୟ ଚାଲିଛି। ଅମୃତ ଭାରତ ଯୋଜନାରେ ରାଜ୍ୟର ଅନେକ ଷ୍ଟେସନର ରୂପ ବଦଳୁଛି। ଯାତ୍ରୀ ସୁବିଧା ବୃଦ୍ଧି ଉପରେ ଗୁରୁତ୍ୱ ଦିଆଯାଉଛି। ପର୍ଯ୍ୟଟନ ସର୍କିଟ ଭାବେ ପୁରୀ, କୋଣାର୍କ ଓ ଭୁବନେଶ୍ୱରକୁ ଯୋଡ଼ାଯାଉଛି। bbox=[1146, 1446, 1320, 1544]
article-gdp bbox=[18, 146, 335, 538]
bodies-row bbox=[27, 1948, 277, 2019]
brand-block bbox=[1311, 16, 1529, 74]
band-rule bbox=[416, 1403, 1511, 1404]
column-rule bbox=[950, 1409, 951, 1846]
body-text: ବଜାର ବିଶେଷଜ୍ଞଙ୍କ ମତରେ ଆଗାମୀ ଦିନରେ ମଧ୍ୟ ତେଜୀ ଭାବ ଜାରି ରହିବ। ମିଡକ୍ୟାପ ଓ ସ୍ମଲକ୍ୟାପ ସୂଚକାଙ୍କରେ ମଧ୍ୟ ବୃଦ୍ଧି ଦେଖାଯାଇଛି। ରିଲାଏନ୍ସ, ଏଚଡିଏଫସି ବ୍ୟାଙ୍କ ଓ ଆଇସିଆଇସିଆଇ ବ୍ୟାଙ୍କ ସେୟାର ସର୍ବାଧିକ ଲାଭରେ ରହିଥିଲା। ନିବେଶକମାନଙ୍କ ସମ୍ପତ୍ତି ଗୁରୁବାର ଦିନ ପ୍ରାୟ ୪ ଲକ୍ଷ କୋଟି ଟଙ୍କା ବୃଦ୍ଧି ପାଇଛି। ଆନ୍ତର୍ଜାତିକ ବଜାରରୁ ସକାରାତ୍ମକ ସଙ୍କେତ ମିଳିଛି। bbox=[286, 588, 405, 798]
lic-emblem-icon bbox=[436, 785, 488, 837]
divider bbox=[1045, 362, 1511, 363]
registration-marks bbox=[1416, 2384, 1501, 2397]
bodies-row bbox=[1156, 2301, 1499, 2358]
masthead bbox=[18, 9, 1529, 135]
headline: ଆଇଡିବିଆଇ ବ୍ୟାଙ୍କ ପକ୍ଷରୁ ସୁଗମ ଋଣ ଯୋଜନା ଆରମ୍ଭ bbox=[18, 976, 401, 1032]
body-text: ଆଗାମୀ ଦିନରେ ଅଧିକ ନୂଆ ଟ୍ରେନ ସେବା ଆରମ୍ଭ ହେବ ବୋଲି ରେଳବାଇ ସୂତ୍ରରୁ ଜଣାପଡ଼ିଛି। ଏହା ଦ୍ୱାରା ସ୍ଥାନୀୟ ଅର୍ଥନୀତି ମଜଭୁତ ହେବ। bbox=[1337, 1590, 1511, 1645]
